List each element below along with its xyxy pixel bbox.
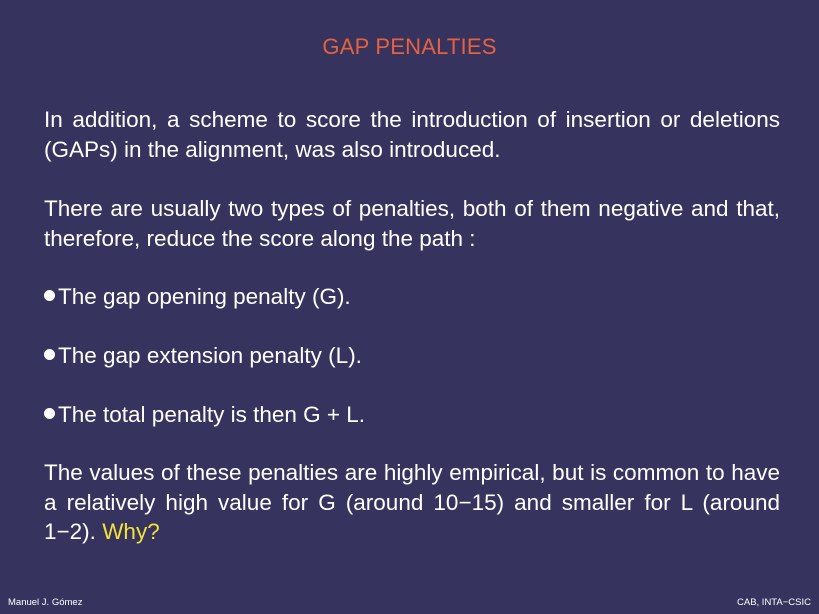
penalty-values-text: The values of these penalties are highly empirical, but is common to have a relatively high value for G (around 10−15) and smaller for L (around 1−2). (44, 460, 780, 544)
bullet-dot-icon (44, 349, 55, 360)
bullet-item-total-penalty (44, 400, 365, 430)
bullet-item-gap-extension (44, 341, 362, 371)
footer-institution: CAB, INTA−CSIC (737, 597, 811, 608)
intro-paragraph: In addition, a scheme to score the introduction of insertion or deletions (GAPs) in the alignment, was also introduced. (44, 107, 780, 162)
slide-title: GAP PENALTIES (322, 34, 497, 59)
footer-author: Manuel J. Gómez (8, 597, 83, 608)
bullet-text: The total penalty is then G + L. (58, 402, 366, 427)
bullet-text: The gap extension penalty (L). (58, 343, 362, 368)
bullet-dot-icon (44, 408, 55, 419)
bullet-dot-icon (44, 290, 55, 301)
penalty-types-paragraph: There are usually two types of penalties, both of them negative and that, therefore, reduce the score along the path : (44, 196, 780, 251)
why-question: Why? (102, 519, 160, 544)
penalty-values-paragraph (44, 458, 780, 547)
bullet-item-gap-opening (44, 282, 351, 312)
bullet-text: The gap opening penalty (G). (58, 284, 351, 309)
